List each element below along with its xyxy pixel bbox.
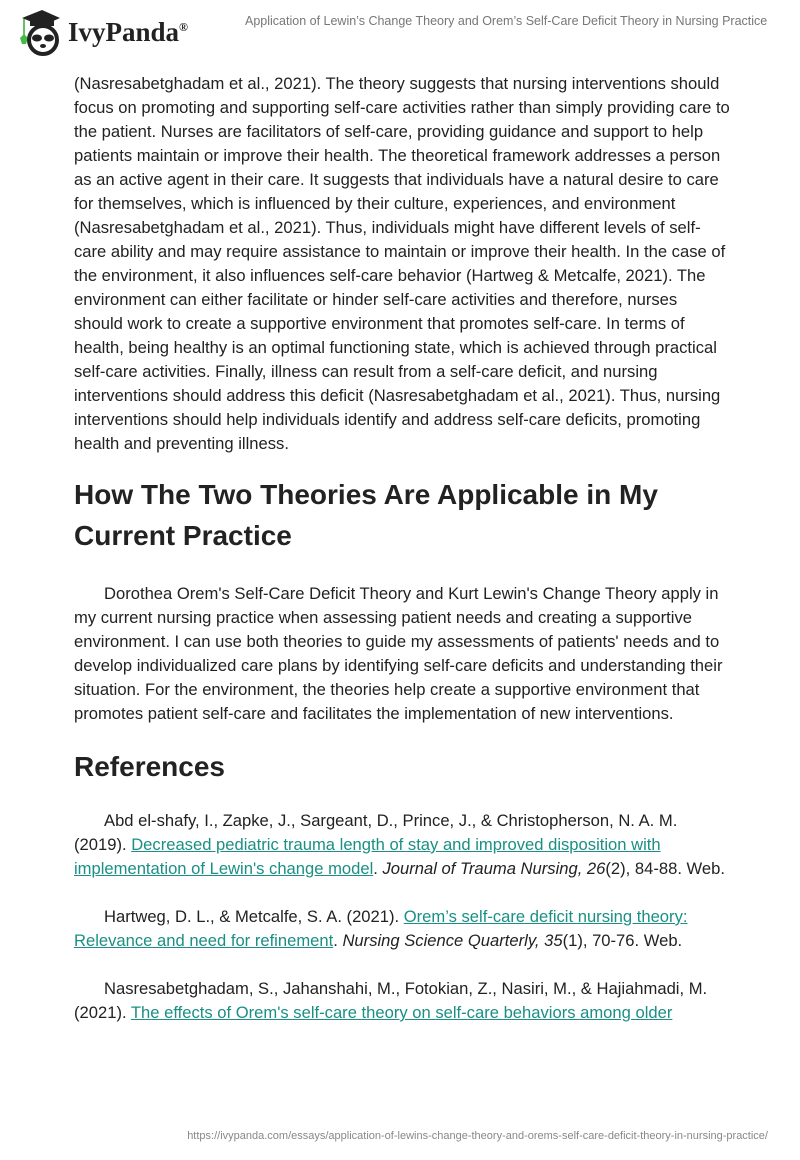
reference-item: Nasresabetghadam, S., Jahanshahi, M., Fotokian, Z., Nasiri, M., & Hajiahmadi, M. (2021). The effects of Orem's self-care theory on self-care behaviors among older	[74, 979, 708, 1022]
section-heading: How The Two Theories Are Applicable in My Current Practice	[74, 479, 658, 551]
page-url: https://ivypanda.com/essays/application-of-lewins-change-theory-and-orems-self-care-deficit-theory-in-nursing-practice/	[187, 1130, 768, 1142]
body-paragraph: (Nasresabetghadam et al., 2021). The theory suggests that nursing interventions should focus on promoting and supporting self-care activities rather than simply providing care to the patient. Nurses are facilitators of self-care, providing guidance and support to help patients maintain or improve their health. The theoretical framework addresses a person as an active agent in their care. It suggests that individuals have a natural desire to care for themselves, which is influenced by their culture, experiences, and environment (Nasresabetghadam et al., 2021). Thus, individuals might have different levels of self-care ability and may require assistance to maintain or improve their health. In the case of the environment, it also influences self-care behavior (Hartweg & Metcalfe, 2021). The environment can either facilitate or hinder self-care activities and therefore, nurses should work to create a supportive environment that promotes self-care. In terms of health, being healthy is an optimal functioning state, which is achieved through practical self-care activities. Finally, illness can result from a self-care deficit, and nursing interventions should address this deficit (Nasresabetghadam et al., 2021). Thus, nursing interventions should help individuals identify and address self-care deficits, promoting health and preventing illness.	[74, 74, 730, 453]
reference-link[interactable]: The effects of Orem's self-care theory on self-care behaviors among older	[130, 1003, 673, 1022]
reference-link[interactable]: Orem’s self-care deficit nursing theory: Relevance and need for refinement	[74, 907, 688, 950]
body-paragraph: Dorothea Orem's Self-Care Deficit Theory and Kurt Lewin's Change Theory apply in my current nursing practice when assessing patient needs and creating a supportive environment. I can use both theories to guide my assessments of patients' needs and to develop individualized care plans by identifying self-care deficits and understanding their situation. For the environment, the theories help create a supportive environment that promotes patient self-care and facilitates the implementation of new interventions.	[74, 584, 723, 723]
reference-item: Abd el-shafy, I., Zapke, J., Sargeant, D., Prince, J., & Christopherson, N. A. M. (2019). Decreased pediatric trauma length of stay and improved disposition with implementation of Lewin's change model. Journal of Trauma Nursing, 26(2), 84-88. Web.	[74, 811, 725, 878]
reference-item: Hartweg, D. L., & Metcalfe, S. A. (2021). Orem’s self-care deficit nursing theory: Relevance and need for refinement. Nursing Science Quarterly, 35(1), 70-76. Web.	[74, 907, 688, 950]
page-header	[0, 0, 800, 60]
document-title: Application of Lewin’s Change Theory and Orem’s Self-Care Deficit Theory in Nursing Practice	[245, 14, 768, 28]
essay-content	[74, 72, 730, 1049]
panda-graduate-icon	[18, 8, 62, 56]
logo-text: IvyPanda®	[68, 16, 189, 47]
references-heading: References	[74, 751, 225, 782]
ivypanda-logo[interactable]	[18, 8, 188, 56]
reference-link[interactable]: Decreased pediatric trauma length of stay and improved disposition with implementation of Lewin's change model	[74, 835, 661, 878]
